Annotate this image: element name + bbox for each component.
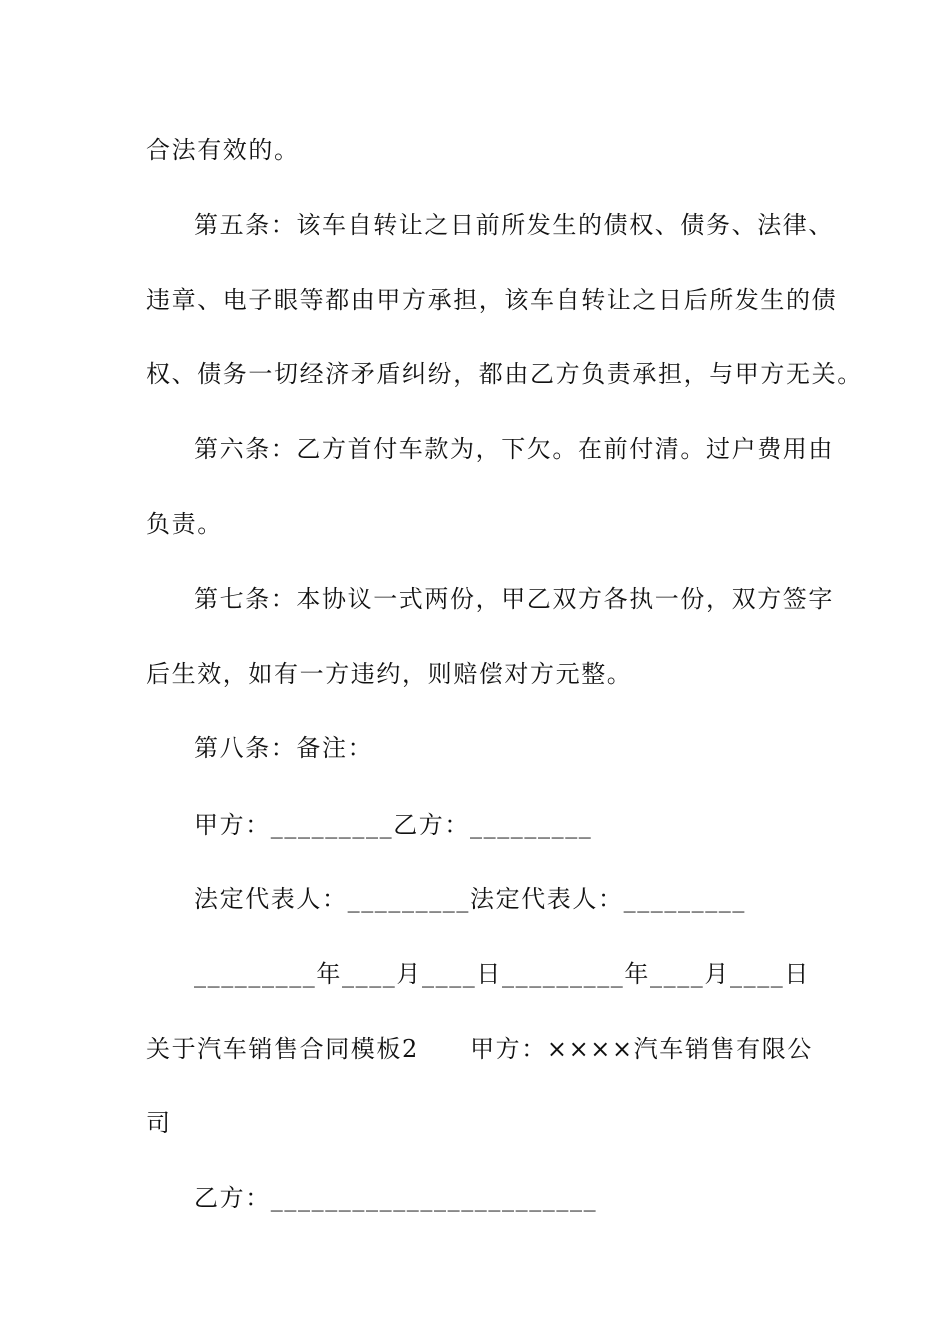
party-signature-line: 甲方：_________乙方：_________ — [194, 811, 593, 839]
clause-5-line-3: 权、债务一切经济矛盾纠纷，都由乙方负责承担，与甲方无关。 — [146, 360, 863, 388]
clause-8-remarks: 第八条：备注： — [194, 734, 374, 762]
clause-7-line-1: 第七条：本协议一式两份，甲乙双方各执一份，双方签字 — [194, 585, 834, 613]
clause-5-line-1: 第五条：该车自转让之日前所发生的债权、债务、法律、 — [194, 211, 834, 239]
clause-7-line-2: 后生效，如有一方违约，则赔偿对方元整。 — [146, 660, 633, 688]
party-b-line: 乙方：________________________ — [194, 1184, 598, 1212]
clause-6-line-1: 第六条：乙方首付车款为，下欠。在前付清。过户费用由 — [194, 435, 834, 463]
text-line: 合法有效的。 — [146, 136, 300, 164]
clause-5-line-2: 违章、电子眼等都由甲方承担，该车自转让之日后所发生的债 — [146, 286, 838, 314]
legal-representative-line: 法定代表人：_________法定代表人：_________ — [194, 885, 746, 913]
date-line: _________年____月____日_________年____月____日 — [194, 960, 810, 988]
template-2-header-continued: 司 — [146, 1109, 172, 1137]
clause-6-line-2: 负责。 — [146, 510, 223, 538]
template-2-header-line: 关于汽车销售合同模板2 甲方：××××汽车销售有限公 — [146, 1035, 813, 1063]
